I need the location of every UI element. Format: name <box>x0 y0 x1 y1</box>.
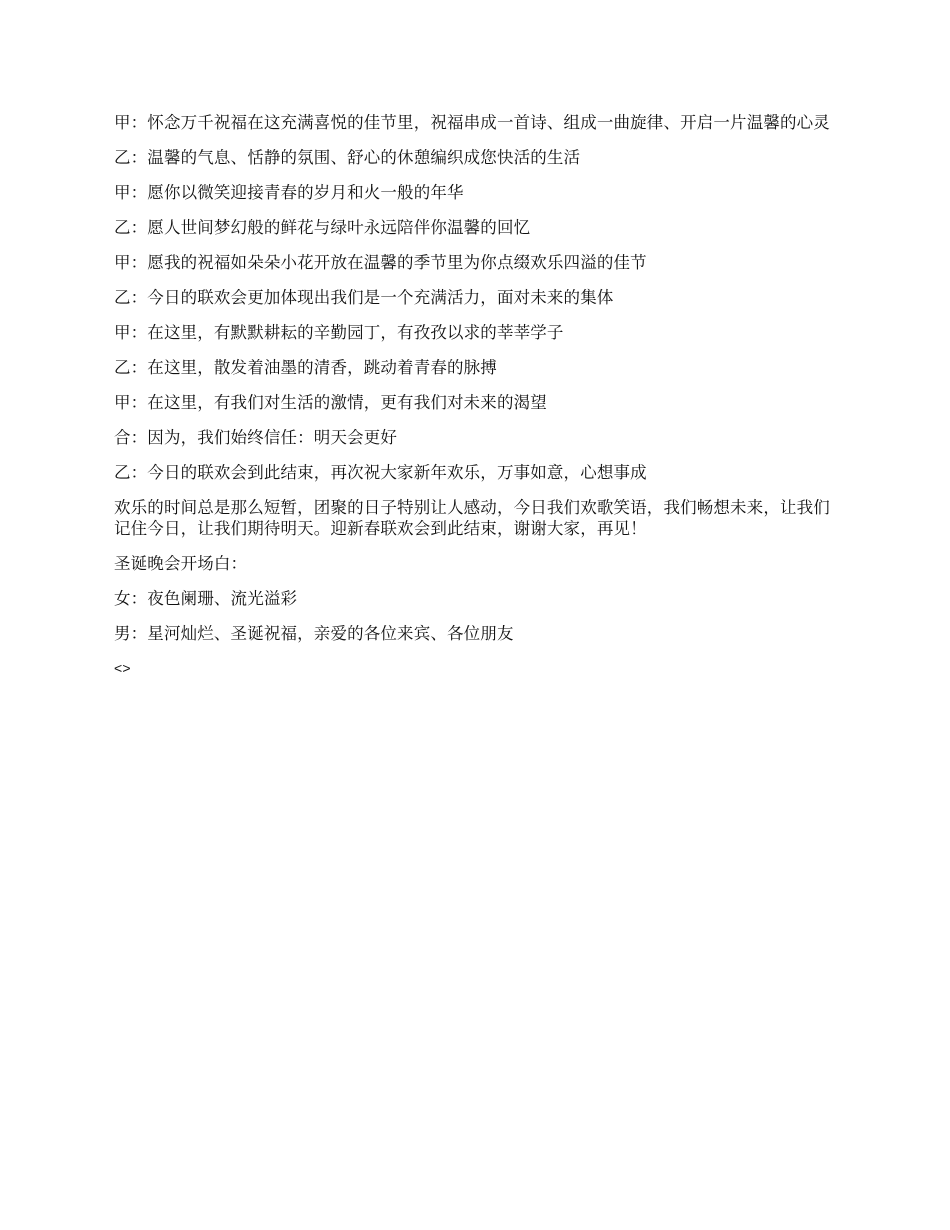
paragraph-7: 甲：在这里，有默默耕耘的辛勤园丁，有孜孜以求的莘莘学子 <box>114 323 564 342</box>
paragraph-5: 甲：愿我的祝福如朵朵小花开放在温馨的季节里为你点缀欢乐四溢的佳节 <box>114 253 647 272</box>
paragraph-11: 乙：今日的联欢会到此结束，再次祝大家新年欢乐，万事如意，心想事成 <box>114 463 647 482</box>
paragraph-13: 圣诞晚会开场白： <box>114 554 248 573</box>
end-marker: <> <box>114 660 131 676</box>
paragraph-2: 乙：温馨的气息、恬静的氛围、舒心的休憩编织成您快活的生活 <box>114 148 581 167</box>
paragraph-10: 合：因为，我们始终信任：明天会更好 <box>114 428 398 447</box>
paragraph-9: 甲：在这里，有我们对生活的激情，更有我们对未来的渴望 <box>114 393 547 412</box>
paragraph-6: 乙：今日的联欢会更加体现出我们是一个充满活力，面对未来的集体 <box>114 288 614 307</box>
paragraph-1: 甲：怀念万千祝福在这充满喜悦的佳节里，祝福串成一首诗、组成一曲旋律、开启一片温馨的心灵 <box>114 113 830 132</box>
paragraph-12: 欢乐的时间总是那么短暂，团聚的日子特别让人感动，今日我们欢歌笑语，我们畅想未来，让我们记住今日，让我们期待明天。迎新春联欢会到此结束，谢谢大家，再见！ <box>114 498 830 538</box>
paragraph-4: 乙：愿人世间梦幻般的鲜花与绿叶永远陪伴你温馨的回忆 <box>114 218 531 237</box>
paragraph-8: 乙：在这里，散发着油墨的清香，跳动着青春的脉搏 <box>114 358 497 377</box>
paragraph-3: 甲：愿你以微笑迎接青春的岁月和火一般的年华 <box>114 183 464 202</box>
paragraph-15: 男：星河灿烂、圣诞祝福，亲爱的各位来宾、各位朋友 <box>114 624 514 643</box>
paragraph-14: 女：夜色阑珊、流光溢彩 <box>114 589 298 608</box>
